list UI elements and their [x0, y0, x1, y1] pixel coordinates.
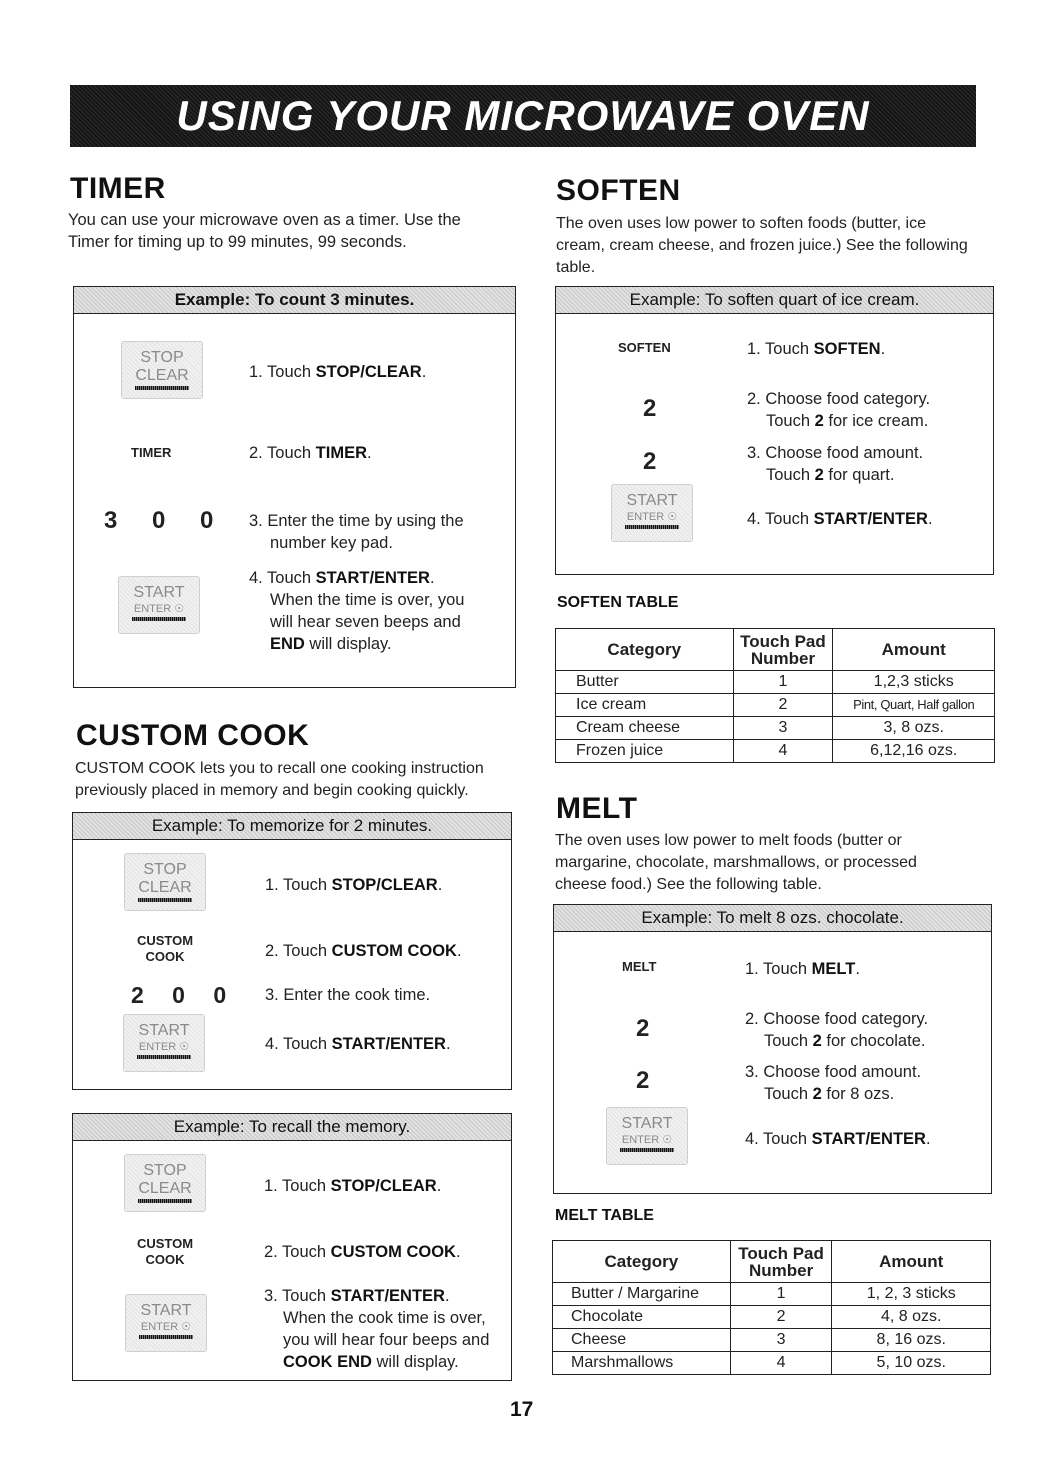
cell-number: 1 — [730, 1283, 832, 1306]
start-key-label: START — [626, 492, 678, 509]
step-bold: SOFTEN — [813, 340, 881, 358]
lock-icon: ☉ — [179, 1041, 190, 1053]
step-bold: START/ENTER — [813, 510, 928, 528]
step-tail: . — [421, 363, 427, 381]
cell-category: Cheese — [553, 1329, 731, 1352]
col-header-touch-pad — [730, 1241, 832, 1283]
custom-cook-pad-label — [134, 933, 196, 965]
step-text-line4 — [249, 633, 464, 655]
start-key-label: START — [138, 1022, 190, 1039]
step-bold: START/ENTER — [331, 1035, 446, 1053]
step-text-line2 — [745, 1083, 921, 1105]
step-text-line2 — [747, 464, 923, 486]
step-tail: will display. — [371, 1353, 459, 1371]
cell-number: 4 — [733, 740, 833, 763]
step-text: 2. Touch — [249, 444, 316, 462]
start-enter-key — [125, 1294, 207, 1352]
enter-key-label — [119, 602, 199, 616]
stop-clear-key — [124, 1154, 206, 1212]
cell-number: 2 — [733, 694, 833, 717]
custom-cook-intro — [75, 758, 484, 802]
header-line1: Touch Pad — [738, 1243, 824, 1263]
key-bar — [138, 1199, 192, 1203]
melt-intro-line3: cheese food.) See the following table. — [555, 876, 822, 893]
header-line1: Touch Pad — [740, 631, 826, 651]
enter-key-label — [126, 1320, 206, 1334]
start-key-label: START — [133, 584, 185, 601]
step-tail: . — [429, 569, 435, 587]
step-bold: CUSTOM COOK — [331, 942, 457, 960]
step-text-line2: number key pad. — [270, 534, 393, 552]
enter-key-label — [612, 510, 692, 524]
step-text-line3: you will hear four beeps and — [283, 1331, 490, 1349]
step-text: 3. Choose food amount. — [747, 444, 924, 462]
timer-pad-label: TIMER — [131, 445, 172, 460]
key-bar — [137, 1055, 191, 1059]
step-text: 4. Touch — [265, 1035, 332, 1053]
cell-amount: 5, 10 ozs. — [832, 1352, 991, 1375]
step-text: 4. Touch — [747, 510, 814, 528]
step-text-line2: When the cook time is over, — [283, 1309, 486, 1327]
header-line2: Number — [748, 1260, 814, 1280]
melt-digit-amount: 2 — [636, 1067, 650, 1094]
timer-intro-line1: You can use your microwave oven as a timer. Use the — [68, 211, 461, 229]
melt-intro — [555, 830, 917, 896]
cell-amount: 8, 16 ozs. — [832, 1329, 991, 1352]
start-key-label: START — [621, 1115, 673, 1132]
step-text-line2 — [745, 1030, 928, 1052]
custom-cook-heading: CUSTOM COOK — [76, 719, 310, 752]
step-pre: Touch — [766, 412, 815, 430]
cell-number: 2 — [730, 1306, 832, 1329]
step-tail: for quart. — [823, 466, 895, 484]
step-bold: 2 — [814, 466, 824, 484]
cell-category: Frozen juice — [556, 740, 734, 763]
enter-key-text: ENTER — [140, 1321, 179, 1333]
step-tail: . — [925, 1130, 931, 1148]
step-bold: STOP/CLEAR — [315, 363, 422, 381]
step-bold: START/ENTER — [330, 1287, 445, 1305]
table-header-row — [553, 1241, 991, 1283]
enter-key-text: ENTER — [626, 511, 665, 523]
melt-table — [552, 1240, 991, 1375]
page-number: 17 — [510, 1398, 534, 1421]
melt-intro-line2: margarine, chocolate, marshmallows, or processed — [555, 854, 917, 871]
table-row — [556, 694, 995, 717]
timer-step-1 — [249, 361, 426, 383]
lock-icon: ☉ — [662, 1134, 673, 1146]
stop-clear-key — [124, 853, 206, 911]
cell-number: 3 — [730, 1329, 832, 1352]
step-text-line2 — [747, 410, 930, 432]
memorize-step-4 — [265, 1033, 451, 1055]
cell-category: Cream cheese — [556, 717, 734, 740]
memorize-step-3: 3. Enter the cook time. — [265, 986, 431, 1004]
table-header-row — [556, 629, 995, 671]
soften-step-2 — [747, 388, 930, 432]
pad-label-line1: CUSTOM — [136, 933, 194, 948]
melt-table-title: MELT TABLE — [555, 1207, 654, 1224]
page-banner — [70, 85, 976, 147]
step-tail: for ice cream. — [823, 412, 929, 430]
melt-step-4 — [745, 1128, 931, 1150]
pad-label-line1: CUSTOM — [136, 1236, 194, 1251]
step-tail: for 8 ozs. — [821, 1085, 895, 1103]
soften-intro — [556, 213, 968, 279]
enter-key-label — [124, 1040, 204, 1054]
table-row — [556, 740, 995, 763]
cell-amount: 4, 8 ozs. — [832, 1306, 991, 1329]
memorize-step-1 — [265, 874, 442, 896]
cell-category: Chocolate — [553, 1306, 731, 1329]
soften-digit-amount: 2 — [643, 448, 657, 475]
pad-label-line2: COOK — [145, 949, 185, 964]
step-text: 2. Touch — [265, 942, 332, 960]
clear-key-label: CLEAR — [138, 1180, 192, 1197]
timer-digits: 3 0 0 — [104, 507, 228, 534]
step-tail: . — [436, 1177, 442, 1195]
memorize-step-2 — [265, 940, 462, 962]
stop-clear-key — [121, 341, 203, 399]
custom-cook-intro-line1: CUSTOM COOK lets you to recall one cooking instruction — [75, 760, 484, 777]
table-row — [553, 1306, 991, 1329]
timer-step-2 — [249, 442, 372, 464]
step-text: 1. Touch — [745, 960, 812, 978]
soften-intro-line3: table. — [556, 259, 596, 276]
col-header-amount: Amount — [833, 629, 995, 671]
recall-example-title: Example: To recall the memory. — [73, 1114, 511, 1141]
step-tail: . — [456, 942, 462, 960]
key-bar — [138, 898, 192, 902]
step-tail: . — [445, 1035, 451, 1053]
soften-heading: SOFTEN — [556, 174, 681, 207]
step-tail: will display. — [304, 635, 392, 653]
custom-cook-intro-line2: previously placed in memory and begin cooking quickly. — [75, 782, 469, 799]
step-tail: for chocolate. — [821, 1032, 926, 1050]
recall-step-1 — [264, 1175, 441, 1197]
soften-step-3 — [747, 442, 923, 486]
custom-cook-digits: 2 0 0 — [131, 982, 238, 1008]
step-bold: STOP/CLEAR — [330, 1177, 437, 1195]
step-tail: . — [855, 960, 860, 978]
step-text: 3. Touch — [264, 1287, 331, 1305]
col-header-category: Category — [556, 629, 734, 671]
step-text-line4 — [264, 1351, 489, 1373]
key-bar — [620, 1148, 674, 1152]
step-bold: TIMER — [315, 444, 368, 462]
step-bold: 2 — [812, 1085, 822, 1103]
melt-pad-label: MELT — [622, 959, 657, 974]
stop-key-label: STOP — [140, 349, 184, 366]
timer-example-title: Example: To count 3 minutes. — [74, 287, 515, 314]
key-bar — [135, 386, 189, 390]
table-row — [553, 1283, 991, 1306]
step-bold: STOP/CLEAR — [331, 876, 438, 894]
soften-example-title: Example: To soften quart of ice cream. — [556, 287, 993, 314]
step-bold: 2 — [814, 412, 824, 430]
table-row — [553, 1352, 991, 1375]
cell-amount: 6,12,16 ozs. — [833, 740, 995, 763]
melt-step-2 — [745, 1008, 928, 1052]
cell-amount: Pint, Quart, Half gallon — [833, 694, 995, 717]
melt-intro-line1: The oven uses low power to melt foods (butter or — [555, 832, 902, 849]
start-key-label: START — [140, 1302, 192, 1319]
soften-table — [555, 628, 995, 763]
timer-intro-line2: Timer for timing up to 99 minutes, 99 seconds. — [68, 233, 407, 251]
melt-example-title: Example: To melt 8 ozs. chocolate. — [554, 905, 991, 932]
step-bold: 2 — [812, 1032, 822, 1050]
start-enter-key — [611, 484, 693, 542]
step-text: 4. Touch — [249, 569, 316, 587]
cell-amount: 1, 2, 3 sticks — [832, 1283, 991, 1306]
lock-icon: ☉ — [667, 511, 678, 523]
step-tail: . — [437, 876, 443, 894]
start-enter-key — [123, 1014, 205, 1072]
cell-number: 4 — [730, 1352, 832, 1375]
step-text-line3: will hear seven beeps and — [270, 613, 461, 631]
col-header-touch-pad — [733, 629, 833, 671]
soften-pad-label: SOFTEN — [618, 340, 671, 355]
melt-step-3 — [745, 1061, 921, 1105]
recall-step-3 — [264, 1285, 489, 1373]
timer-heading: TIMER — [70, 172, 166, 205]
step-bold: END — [270, 635, 305, 653]
cell-amount: 1,2,3 sticks — [833, 671, 995, 694]
step-tail: . — [880, 340, 886, 358]
header-line2: Number — [750, 648, 816, 668]
cell-category: Butter — [556, 671, 734, 694]
timer-step-4 — [249, 567, 464, 655]
cell-number: 1 — [733, 671, 833, 694]
step-text: 3. Enter the time by using the — [249, 512, 464, 530]
cell-category: Ice cream — [556, 694, 734, 717]
step-pre: Touch — [764, 1032, 813, 1050]
enter-key-text: ENTER — [133, 603, 172, 615]
soften-intro-line2: cream, cream cheese, and frozen juice.) See the following — [556, 237, 968, 254]
soften-step-1 — [747, 338, 885, 360]
enter-key-text: ENTER — [621, 1134, 660, 1146]
banner-title: USING YOUR MICROWAVE OVEN — [176, 92, 870, 139]
step-text: 3. Choose food amount. — [745, 1063, 922, 1081]
key-bar — [139, 1335, 193, 1339]
lock-icon: ☉ — [174, 603, 185, 615]
step-bold: COOK END — [283, 1353, 372, 1371]
cell-category: Butter / Margarine — [553, 1283, 731, 1306]
pad-label-line2: COOK — [145, 1252, 185, 1267]
step-text: 1. Touch — [265, 876, 332, 894]
cell-number: 3 — [733, 717, 833, 740]
start-enter-key — [118, 576, 200, 634]
memorize-example-title: Example: To memorize for 2 minutes. — [73, 813, 511, 840]
col-header-amount: Amount — [832, 1241, 991, 1283]
key-bar — [625, 525, 679, 529]
clear-key-label: CLEAR — [135, 367, 189, 384]
cell-amount: 3, 8 ozs. — [833, 717, 995, 740]
key-bar — [132, 617, 186, 621]
step-text: 2. Choose food category. — [747, 390, 931, 408]
melt-heading: MELT — [556, 792, 638, 825]
col-header-category: Category — [553, 1241, 731, 1283]
step-bold: MELT — [811, 960, 856, 978]
start-enter-key — [606, 1107, 688, 1165]
table-row — [556, 717, 995, 740]
soften-table-title: SOFTEN TABLE — [557, 594, 679, 611]
melt-step-1 — [745, 958, 860, 980]
stop-key-label: STOP — [143, 1162, 187, 1179]
step-bold: CUSTOM COOK — [330, 1243, 456, 1261]
step-bold: START/ENTER — [315, 569, 430, 587]
step-text: 1. Touch — [747, 340, 814, 358]
table-row — [553, 1329, 991, 1352]
step-text-line2: When the time is over, you — [270, 591, 465, 609]
enter-key-text: ENTER — [138, 1041, 177, 1053]
enter-key-label — [607, 1133, 687, 1147]
step-tail: . — [455, 1243, 461, 1261]
timer-step-3 — [249, 510, 464, 554]
soften-intro-line1: The oven uses low power to soften foods (butter, ice — [556, 215, 926, 232]
step-text: 4. Touch — [745, 1130, 812, 1148]
cell-category: Marshmallows — [553, 1352, 731, 1375]
step-tail: . — [367, 444, 372, 462]
step-pre: Touch — [766, 466, 815, 484]
timer-intro — [68, 209, 461, 253]
clear-key-label: CLEAR — [138, 879, 192, 896]
custom-cook-pad-label — [134, 1236, 196, 1268]
recall-step-2 — [264, 1241, 461, 1263]
melt-digit-category: 2 — [636, 1015, 650, 1042]
step-tail: . — [444, 1287, 450, 1305]
step-tail: . — [927, 510, 933, 528]
step-text: 1. Touch — [264, 1177, 331, 1195]
soften-digit-category: 2 — [643, 395, 657, 422]
stop-key-label: STOP — [143, 861, 187, 878]
soften-step-4 — [747, 508, 933, 530]
table-row — [556, 671, 995, 694]
lock-icon: ☉ — [181, 1321, 192, 1333]
step-pre: Touch — [764, 1085, 813, 1103]
step-bold: START/ENTER — [811, 1130, 926, 1148]
step-text: 1. Touch — [249, 363, 316, 381]
step-text: 2. Touch — [264, 1243, 331, 1261]
step-text: 2. Choose food category. — [745, 1010, 929, 1028]
